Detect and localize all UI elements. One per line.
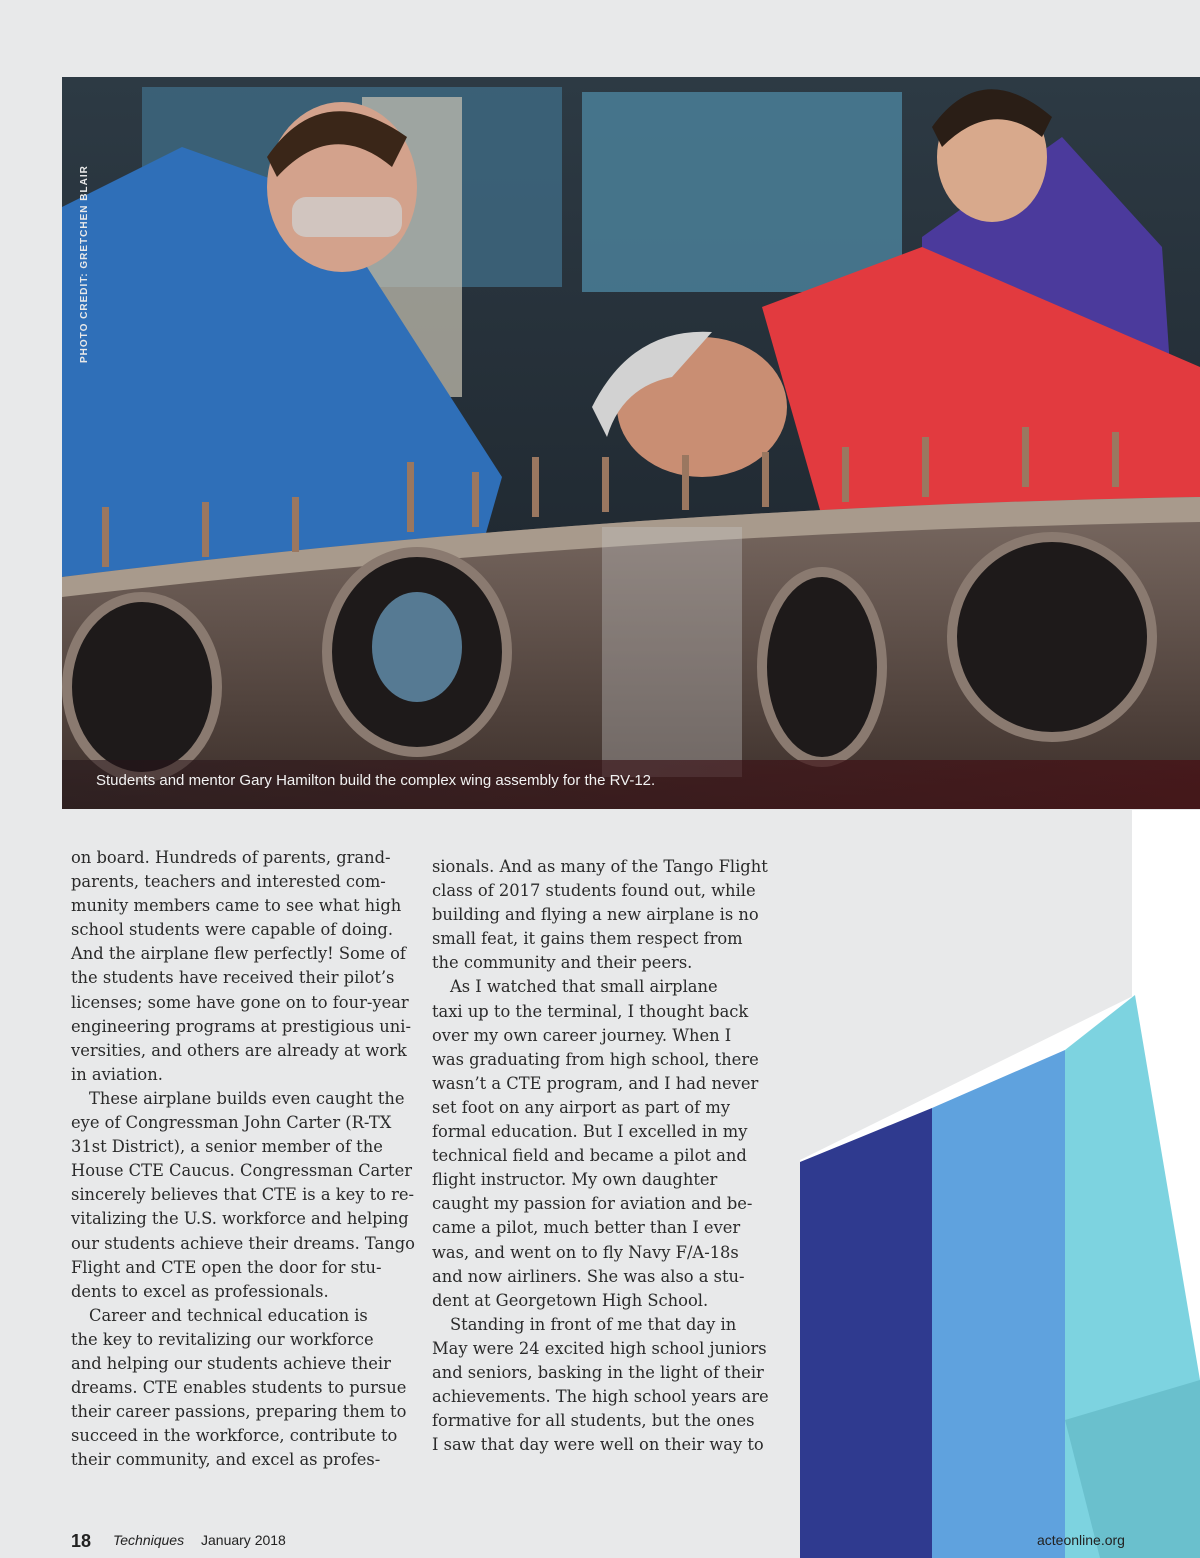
text-line: caught my passion for aviation and be-: [432, 1194, 753, 1214]
text-line: sionals. And as many of the Tango Flight: [432, 857, 768, 876]
text-line: engineering programs at prestigious uni-: [71, 1016, 411, 1036]
text-line: 31st District), a senior member of the: [71, 1137, 383, 1157]
text-line: taxi up to the terminal, I thought back: [432, 1001, 749, 1021]
text-line: their community, and excel as profes-: [71, 1450, 381, 1470]
text-line: over my own career journey. When I: [432, 1025, 732, 1045]
text-line: achievements. The high school years are: [432, 1387, 769, 1407]
text-line: licenses; some have gone on to four-year: [71, 992, 409, 1012]
text-line: dent at Georgetown High School.: [432, 1290, 709, 1310]
text-line: small feat, it gains them respect from: [432, 929, 743, 949]
text-line: and seniors, basking in the light of their: [432, 1362, 764, 1382]
text-line: and now airliners. She was also a stu-: [432, 1266, 745, 1286]
text-line: school students were capable of doing.: [71, 920, 394, 940]
text-line: and helping our students achieve their: [71, 1353, 391, 1373]
text-line: the students have received their pilot’s: [71, 968, 395, 988]
stripe-mid: [932, 1050, 1065, 1558]
text-line: our students achieve their dreams. Tango: [71, 1233, 415, 1253]
text-line: the key to revitalizing our workforce: [71, 1329, 374, 1349]
text-line: And the airplane flew perfectly! Some of: [71, 944, 406, 964]
text-line: Standing in front of me that day in: [450, 1314, 737, 1334]
text-line: Flight and CTE open the door for stu-: [71, 1257, 382, 1277]
text-line: versities, and others are already at work: [71, 1040, 407, 1060]
text-line: was graduating from high school, there: [432, 1049, 759, 1069]
text-line: dents to excel as professionals.: [71, 1281, 329, 1301]
text-line: I saw that day were well on their way to: [432, 1435, 764, 1455]
text-line: set foot on any airport as part of my: [432, 1097, 731, 1117]
text-line: on board. Hundreds of parents, grand-: [71, 848, 391, 867]
text-line: Career and technical education is: [89, 1305, 368, 1325]
text-line: was, and went on to fly Navy F/A-18s: [432, 1242, 739, 1262]
text-line: succeed in the workforce, contribute to: [71, 1426, 398, 1446]
text-line: sincerely believes that CTE is a key to re-: [71, 1185, 415, 1205]
text-line: the community and their peers.: [432, 953, 693, 973]
article-column-1: [71, 846, 415, 1472]
text-line: These airplane builds even caught the: [89, 1088, 405, 1108]
issue-date: January 2018: [201, 1532, 286, 1548]
text-line: dreams. CTE enables students to pursue: [71, 1378, 407, 1398]
text-line: flight instructor. My own daughter: [432, 1170, 718, 1190]
text-line: wasn’t a CTE program, and I had never: [432, 1073, 759, 1093]
text-line: House CTE Caucus. Congressman Carter: [71, 1161, 412, 1181]
page-number: 18: [71, 1531, 92, 1551]
magazine-title: Techniques: [113, 1532, 185, 1548]
photo-credit: [62, 77, 108, 809]
stripe-dark: [800, 1108, 932, 1558]
text-line: building and flying a new airplane is no: [432, 905, 759, 925]
text-line: eye of Congressman John Carter (R-TX: [71, 1113, 392, 1133]
text-line: vitalizing the U.S. workforce and helping: [71, 1209, 409, 1229]
text-line: formal education. But I excelled in my: [432, 1122, 748, 1142]
text-line: in aviation.: [71, 1064, 163, 1084]
text-line: parents, teachers and interested com-: [71, 872, 386, 892]
photo-caption: Students and mentor Gary Hamilton build the complex wing assembly for the RV-12.: [96, 772, 656, 789]
text-line: class of 2017 students found out, while: [432, 881, 756, 901]
text-line: their career passions, preparing them to: [71, 1402, 407, 1422]
text-line: May were 24 excited high school juniors: [432, 1338, 767, 1358]
workshop-scene-image: [62, 77, 1200, 809]
photo-credit-text: PHOTO CREDIT: GRETCHEN BLAIR: [79, 165, 90, 363]
text-line: formative for all students, but the ones: [432, 1411, 755, 1431]
article-column-2: [432, 855, 772, 1457]
feature-photo: [62, 77, 1200, 809]
website-link[interactable]: acteonline.org: [1037, 1532, 1125, 1548]
text-line: technical field and became a pilot and: [432, 1146, 747, 1166]
text-line: came a pilot, much better than I ever: [432, 1218, 741, 1238]
text-line: As I watched that small airplane: [450, 977, 718, 997]
text-line: munity members came to see what high: [71, 896, 402, 916]
